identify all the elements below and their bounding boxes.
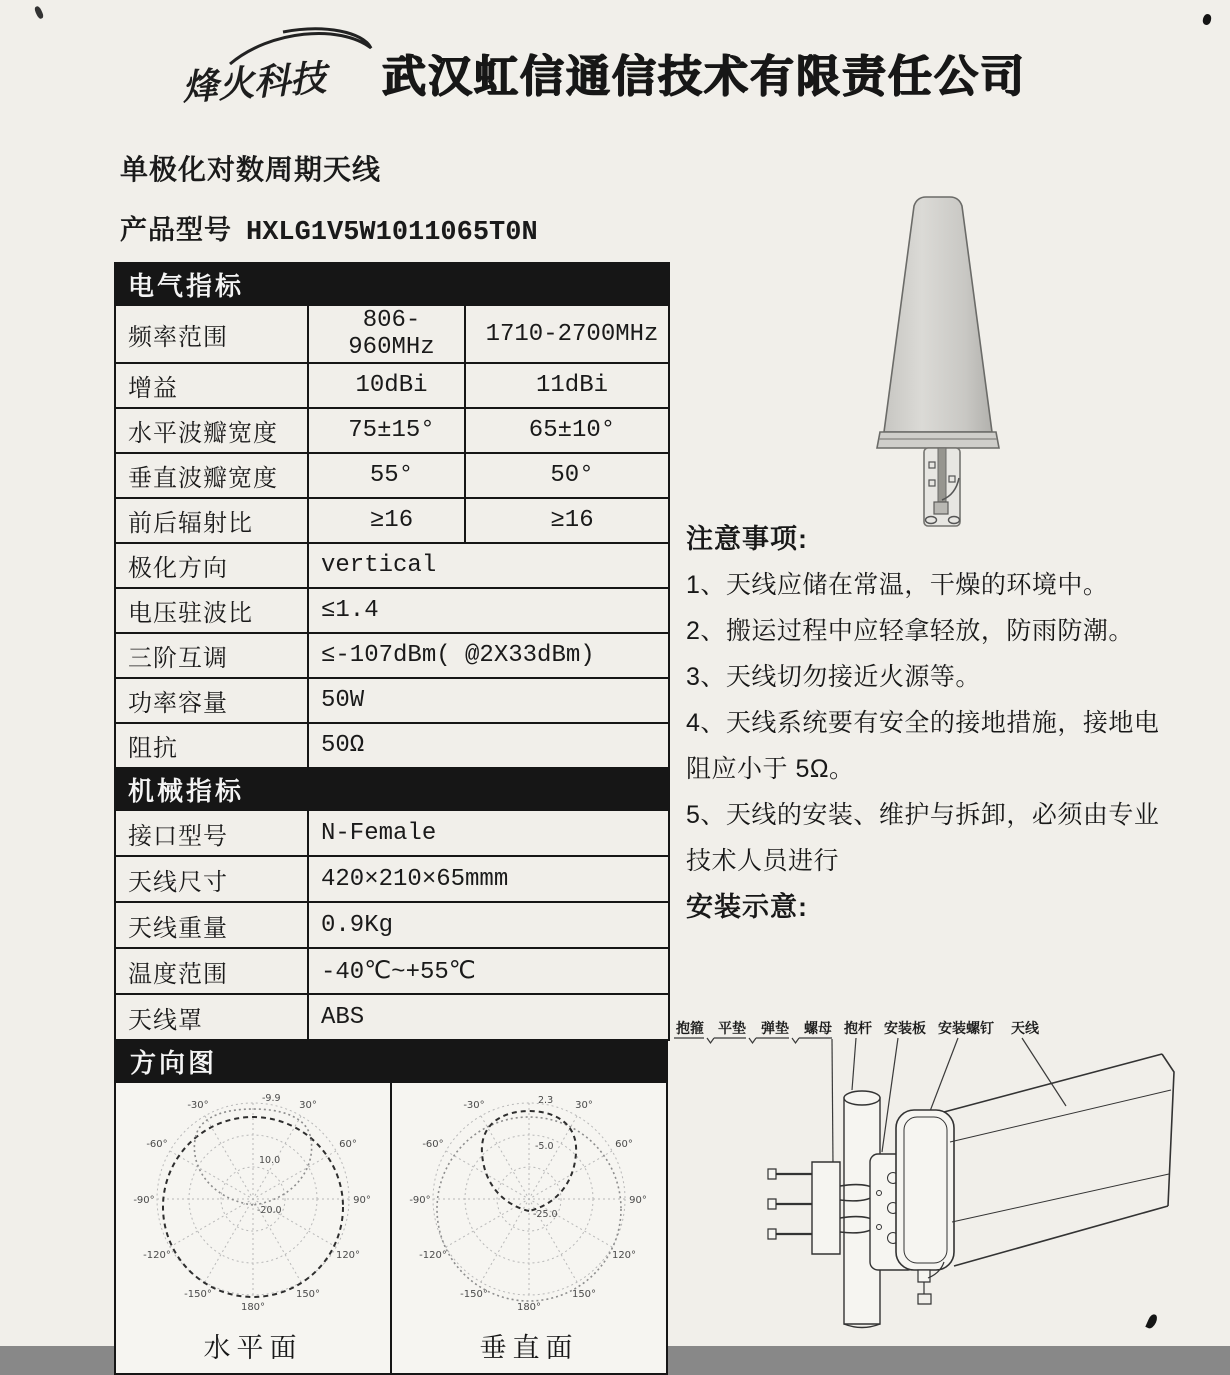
svg-text:60°: 60° [339,1139,357,1150]
row-label: 天线罩 [115,994,308,1040]
label-spring-washer: 弹垫 [761,1020,789,1036]
label-mount-screw: 安装螺钉 [938,1020,994,1036]
svg-text:180°: 180° [516,1302,542,1313]
n-connector [934,502,948,514]
svg-text:-9.9: -9.9 [262,1093,281,1104]
table-row [115,305,669,363]
row-label: 功率容量 [115,678,308,723]
table-row [115,723,669,768]
svg-text:-30°: -30° [187,1100,209,1111]
table-row [115,363,669,408]
label-mount-plate: 安装板 [884,1020,926,1036]
logo-text: 烽火科技 [180,57,328,109]
mechanical-title: 机械指标 [115,768,669,810]
note-item: 5、天线的安装、维护与拆卸，必须由专业技术人员进行 [686,801,1160,875]
row-label: 水平波瓣宽度 [115,408,308,453]
table-row [115,856,669,902]
row-value: ABS [308,994,669,1040]
row-label: 垂直波瓣宽度 [115,453,308,498]
company-logo [175,22,390,127]
scan-artifact [1202,13,1213,26]
row-label: 接口型号 [115,810,308,856]
svg-text:-120°: -120° [143,1250,171,1261]
row-value: 55° [308,453,465,498]
note-item: 3、天线切勿接近火源等。 [686,663,981,691]
table-row [115,543,669,588]
vertical-pattern-plot [397,1087,661,1319]
pattern-plots [114,1081,668,1375]
table-row [115,902,669,948]
installation-diagram [666,1016,1228,1346]
row-value: -40℃~+55℃ [308,948,669,994]
row-value: 10dBi [308,363,465,408]
horizontal-plane-caption: 水平面 [203,1333,303,1363]
table-row [115,408,669,453]
svg-text:-60°: -60° [146,1139,168,1150]
table-row [115,678,669,723]
table-row [115,633,669,678]
row-value: 806-960MHz [308,305,465,363]
label-clamp: 抱箍 [676,1020,704,1036]
company-name: 武汉虹信通信技术有限责任公司 [382,52,1026,101]
vertical-pattern-cell [392,1083,666,1373]
pattern-header-bar: 方向图 [114,1041,668,1081]
svg-text:-150°: -150° [460,1289,488,1300]
electrical-title: 电气指标 [115,263,669,305]
row-value: N-Female [308,810,669,856]
pattern-curve-dark [482,1111,576,1211]
vertical-plane-caption: 垂直面 [479,1333,579,1363]
table-row [115,498,669,543]
row-value: 420×210×65mmm [308,856,669,902]
svg-text:10.0: 10.0 [259,1155,281,1166]
label-pole: 抱杆 [844,1020,872,1036]
svg-text:2.3: 2.3 [538,1095,554,1106]
radome-body [884,197,992,432]
radome-skirt [877,432,999,448]
note-item: 1、天线应储在常温，干燥的环境中。 [686,571,1109,599]
row-value: 1710-2700MHz [465,305,669,363]
table-row [115,994,669,1040]
polar-angle-labels [409,1100,647,1313]
install-labels [675,1020,1040,1036]
row-label: 电压驻波比 [115,588,308,633]
spec-section [114,262,668,1375]
scan-artifact [34,5,45,19]
svg-text:-150°: -150° [184,1289,212,1300]
horizontal-pattern-plot [121,1087,385,1319]
row-value: 50Ω [308,723,669,768]
row-label: 天线重量 [115,902,308,948]
electrical-header-bar [115,263,669,305]
notes-heading: 注意事项: [686,524,808,554]
polar-grid [433,1103,625,1295]
svg-text:120°: 120° [335,1250,361,1261]
row-value: vertical [308,543,669,588]
notes-section [686,516,1164,930]
table-row [115,453,669,498]
bracket-rod [938,448,946,502]
svg-text:150°: 150° [571,1289,597,1300]
model-line [120,208,538,248]
svg-text:-90°: -90° [133,1195,155,1206]
page-title: 单极化对数周期天线 [120,154,382,185]
row-value: 65±10° [465,408,669,453]
row-label: 天线尺寸 [115,856,308,902]
svg-text:30°: 30° [575,1100,593,1111]
row-value: 50W [308,678,669,723]
row-value: 75±15° [308,408,465,453]
spec-table [114,262,670,1041]
note-item: 2、搬运过程中应轻拿轻放，防雨防潮。 [686,617,1134,645]
model-value: HXLG1V5W1011065T0N [246,218,538,248]
polar-value-labels [533,1095,558,1220]
svg-text:120°: 120° [611,1250,637,1261]
row-label: 频率范围 [115,305,308,363]
table-row [115,810,669,856]
svg-text:-30°: -30° [463,1100,485,1111]
mechanical-header-bar [115,768,669,810]
horizontal-pattern-cell [116,1083,392,1373]
svg-text:-90°: -90° [409,1195,431,1206]
table-row [115,588,669,633]
install-heading: 安装示意: [686,892,808,922]
model-label: 产品型号 [120,215,232,245]
row-value: ≤-107dBm( @2X33dBm) [308,633,669,678]
svg-text:-60°: -60° [422,1139,444,1150]
table-row [115,948,669,994]
svg-text:30°: 30° [299,1100,317,1111]
label-antenna: 天线 [1011,1020,1039,1036]
svg-text:-25.0: -25.0 [533,1209,558,1220]
row-value: 11dBi [465,363,669,408]
row-label: 前后辐射比 [115,498,308,543]
row-label: 阻抗 [115,723,308,768]
svg-text:90°: 90° [629,1195,647,1206]
row-label: 温度范围 [115,948,308,994]
svg-text:90°: 90° [353,1195,371,1206]
row-value: 50° [465,453,669,498]
svg-text:-5.0: -5.0 [535,1141,554,1152]
antenna-product-image [828,194,1048,530]
label-nut: 螺母 [804,1020,832,1036]
svg-text:-120°: -120° [419,1250,447,1261]
svg-text:-20.0: -20.0 [257,1205,282,1216]
row-label: 三阶互调 [115,633,308,678]
svg-text:150°: 150° [295,1289,321,1300]
row-label: 增益 [115,363,308,408]
polar-angle-labels [133,1100,371,1313]
svg-text:60°: 60° [615,1139,633,1150]
row-value: ≤1.4 [308,588,669,633]
svg-text:180°: 180° [240,1302,266,1313]
note-item: 4、天线系统要有安全的接地措施，接地电阻应小于 5Ω。 [686,709,1160,783]
row-value: ≥16 [465,498,669,543]
row-value: ≥16 [308,498,465,543]
label-flat-washer: 平垫 [718,1020,746,1036]
row-label: 极化方向 [115,543,308,588]
row-value: 0.9Kg [308,902,669,948]
